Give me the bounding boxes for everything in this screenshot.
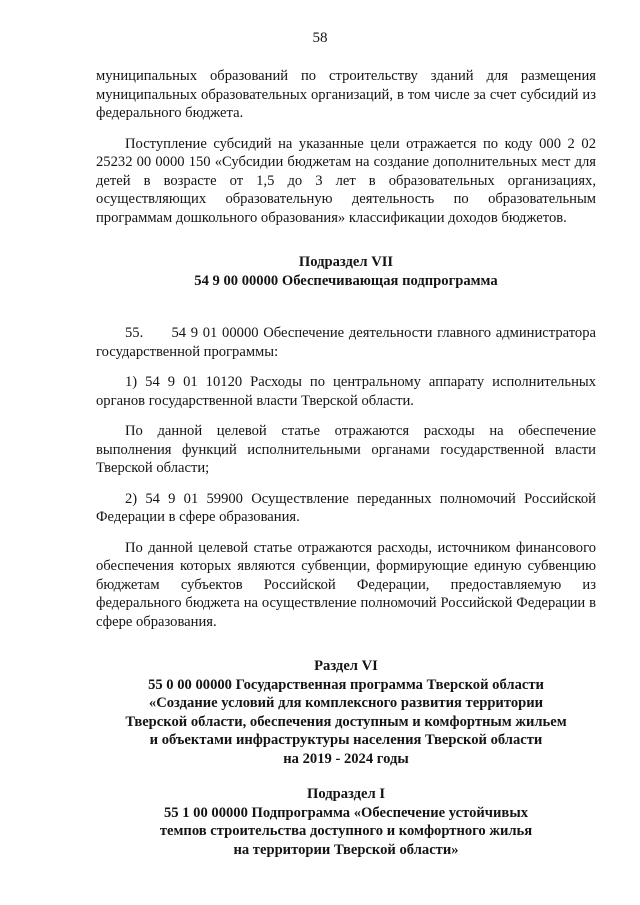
subsection-7-name: 54 9 00 00000 Обеспечивающая подпрограмма [194,272,498,289]
section-6-title: Раздел VI [314,658,378,674]
subsection-1-heading [96,785,596,859]
subsection-1-line-3: на территории Тверской области» [233,841,459,858]
item-55-1-description: По данной целевой статье отражаются расходы на обеспечение выполнения функций исполнительными органами государственной власти Тверской области; [96,423,596,476]
paragraph-municipal: муниципальных образований по строительству зданий для размещения муниципальных образовательных организаций, в том числе за счет субсидий из федерального бюджета. [96,68,596,121]
item-55-1: 1) 54 9 01 10120 Расходы по центральному аппарату исполнительных органов государственной власти Тверской области. [96,374,596,409]
subsection-1-line-2: темпов строительства доступного и комфортного жилья [159,823,533,839]
item-55-2-description: По данной целевой статье отражаются расходы, источником финансового обеспечения которых являются субвенции, формирующие единую субвенцию бюджетам субъектов Российской Федерации, предоставляемую из федерального бюджета на осуществление полномочий Российской Федерации в сфере образования. [96,539,596,630]
subsection-7-title: Подраздел VII [298,254,394,270]
paragraph-subsidies: Поступление субсидий на указанные цели отражается по коду 000 2 02 25232 00 0000 150 «Субсидии бюджетам на создание дополнительных мест для детей в возрасте от 1,5 до 3 лет в образовательных организациях, осуществляющих образовательную деятельность по образовательным программам дошкольного образования» классификации доходов бюджетов. [96,135,596,226]
section-6-line-5: на 2019 - 2024 годы [283,750,409,767]
page-content [96,67,600,859]
section-6-heading [96,657,596,768]
subsection-1-title: Подраздел I [307,786,385,802]
item-55: 55. 54 9 01 00000 Обеспечение деятельности главного администратора государственной программы: [96,325,600,360]
page-number: 58 [312,30,328,46]
subsection-7-heading [96,253,596,290]
section-6-line-1: 55 0 00 00000 Государственная программа Тверской области [148,676,544,693]
section-6-line-4: и объектами инфраструктуры населения Тверской области [149,732,543,748]
item-55-2: 2) 54 9 01 59900 Осуществление переданных полномочий Российской Федерации в сфере образования. [96,490,596,525]
section-6-line-3: Тверской области, обеспечения доступным и комфортным жильем [125,713,567,730]
subsection-1-line-1: 55 1 00 00000 Подпрограмма «Обеспечение устойчивых [163,804,529,821]
section-6-line-2: «Создание условий для комплексного развития территории [148,695,544,711]
